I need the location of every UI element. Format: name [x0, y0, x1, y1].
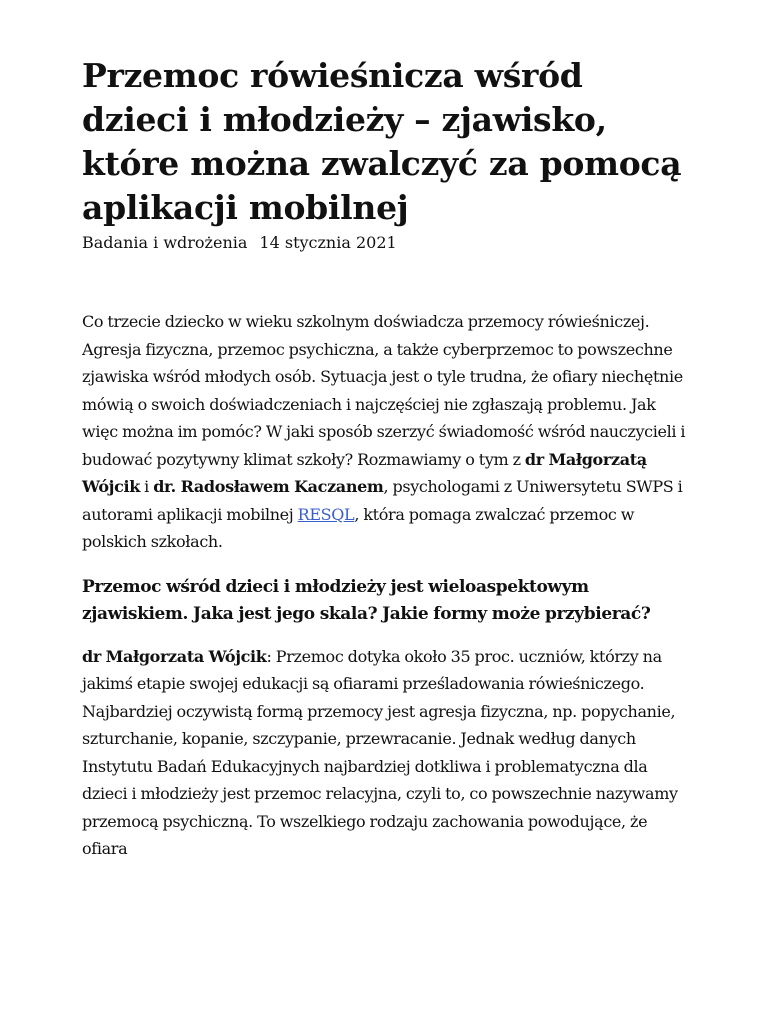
- intro-text-3: , która pomaga zwalczać przemoc w polskich szkołach.: [82, 504, 635, 551]
- answer-speaker: dr Małgorzata Wójcik: [82, 646, 267, 666]
- article-category-link[interactable]: Badania i wdrożenia: [82, 233, 248, 252]
- article-title: Przemoc rówieśnicza wśród dzieci i młodzieży – zjawisko, które można zwalczyć za pomocą aplikacji mobilnej: [82, 56, 682, 227]
- intro-person-1: dr Małgorzatą Wójcik: [82, 449, 647, 496]
- interview-answer: [82, 643, 692, 863]
- article-date: 14 stycznia 2021: [259, 233, 397, 252]
- interview-question: Przemoc wśród dzieci i młodzieży jest wieloaspektowym zjawiskiem. Jaka jest jego skala? Jakie formy może przybierać?: [82, 576, 651, 624]
- article: [82, 54, 692, 863]
- article-meta: [82, 232, 692, 254]
- intro-text-2: , psychologami z Uniwersytetu SWPS i autorami aplikacji mobilnej: [82, 477, 683, 524]
- resql-link[interactable]: RESQL: [297, 504, 355, 524]
- intro-connector: i: [139, 477, 154, 496]
- intro-text-1: Co trzecie dziecko w wieku szkolnym doświadcza przemocy rówieśniczej. Agresja fizyczna, przemoc psychiczna, a także cyberprzemoc to powszechne zjawiska wśród młodych osób. Sytuacja jest o tyle trudna, że ofiary niechętnie mówią o swoich doświadczeniach i najczęściej nie zgłaszają problemu. Jak więc można im pomóc? W jaki sposób szerzyć świadomość wśród nauczycieli i budować pozytywny klimat szkoły? Rozmawiamy o tym z: [82, 312, 686, 469]
- intro-person-2: dr. Radosławem Kaczanem: [153, 477, 384, 496]
- answer-text: : Przemoc dotyka około 35 proc. uczniów, którzy na jakimś etapie swojej edukacji są ofiarami prześladowania rówieśniczego. Najbardziej oczywistą formą przemocy jest agresja fizyczna, np. popychanie, szturchanie, kopanie, szczypanie, przewracanie. Jednak według danych Instytutu Badań Edukacyjnych najbardziej dotkliwa i problematyczna dla dzieci i młodzieży jest przemoc relacyjna, czyli to, co powszechnie nazywamy przemocą psychiczną. To wszelkiego rodzaju zachowania powodujące, że ofiara: [82, 646, 678, 858]
- intro-paragraph: [82, 308, 692, 556]
